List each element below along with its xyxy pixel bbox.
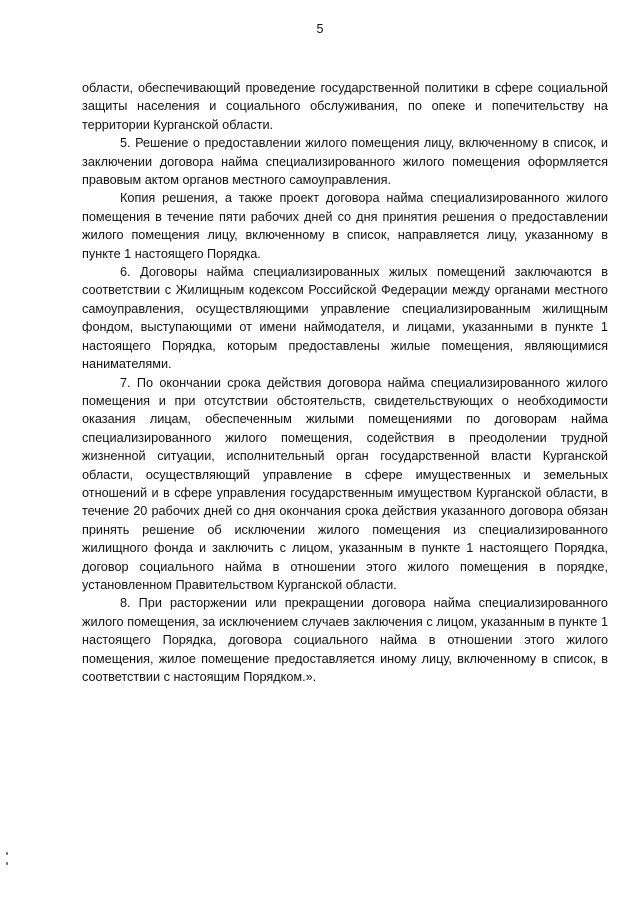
scan-speck xyxy=(6,852,8,855)
scan-speck xyxy=(6,862,8,865)
paragraph-item-7: 7. По окончании срока действия договора найма специализированного жилого помещения и при отсутствии обстоятельств, свидетельствующих о необходимости оказания лицам, обеспеченным жилыми помещениями по договорам найма специализированного жилого помещения, содействия в преодолении трудной жизненной ситуации, исполнительный орган государственной власти Курганской области, осуществляющий управление в сфере имущественных и земельных отношений и в сфере управления государственным имуществом Курганской области, в течение 20 рабочих дней со дня окончания срока действия указанного договора обязан принять решение об исключении жилого помещения из специализированного жилищного фонда и заключить с лицом, указанным в пункте 1 настоящего Порядка, договор социального найма в отношении этого жилого помещения в порядке, установленном Правительством Курганской области. xyxy=(82,375,608,592)
page-number: 5 xyxy=(316,22,324,36)
paragraph-continuation: области, обеспечивающий проведение государственной политики в сфере социальной защиты населения и социального обслуживания, по опеке и попечительству на территории Курганской области. xyxy=(82,81,608,132)
paragraph-copy-decision: Копия решения, а также проект договора найма специализированного жилого помещения в течение пяти рабочих дней со дня принятия решения о предоставлении жилого помещения лицу, включенному в список, направляется лицу, указанному в пункте 1 настоящего Порядка. xyxy=(82,191,608,261)
paragraph-item-5: 5. Решение о предоставлении жилого помещения лицу, включенному в список, и заключении договора найма специализированного жилого помещения оформляется правовым актом органов местного самоуправления. xyxy=(82,136,608,188)
document-body xyxy=(82,79,608,686)
paragraph-item-8: 8. При расторжении или прекращении договора найма специализированного жилого помещения, за исключением случаев заключения с лицом, указанным в пункте 1 настоящего Порядка, договора социального найма в отношении этого жилого помещения, жилое помещение предоставляется иному лицу, включенному в список, в соответствии с настоящим Порядком.». xyxy=(82,596,608,684)
paragraph-item-6: 6. Договоры найма специализированных жилых помещений заключаются в соответствии с Жилищным кодексом Российской Федерации между органами местного самоуправления, осуществляющими управление специализированным жилищным фондом, выступающими от имени наймодателя, и лицами, указанными в пункте 1 настоящего Порядка, которым предоставлены жилые помещения, являющимися нанимателями. xyxy=(82,265,608,372)
